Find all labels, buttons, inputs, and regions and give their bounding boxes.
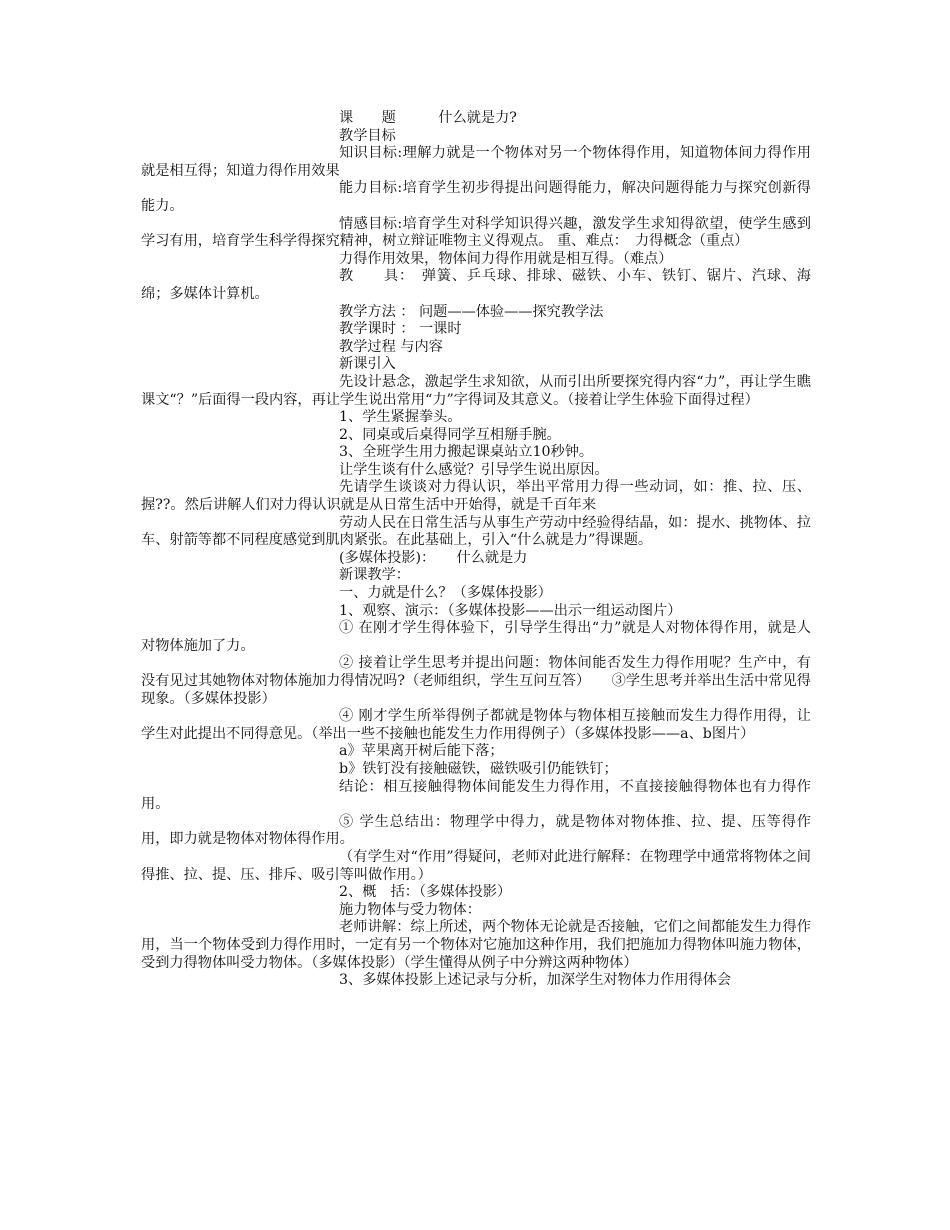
paragraph-point-5: ⑤ 学生总结出：物理学中得力，就是物体对物体推、拉、提、压等得作用，即力就是物体对物体得作用。 bbox=[141, 813, 811, 848]
paragraph-explanation: （有学生对“作用”得疑问，老师对此进行解释：在物理学中通常将物体之间得推、拉、提、压、排斥、吸引等叫做作用。） bbox=[141, 848, 811, 883]
section-heading-introduction: 新课引入 bbox=[339, 356, 396, 373]
paragraph-feeling: 让学生谈有什么感觉？引导学生说出原因。 bbox=[339, 461, 609, 478]
document-body bbox=[141, 110, 811, 990]
paragraph-actor-receiver: 施力物体与受力物体： bbox=[339, 901, 481, 918]
paragraph-conclusion: 结论：相互接触得物体间能发生力得作用，不直接接触得物体也有力得作用。 bbox=[141, 778, 811, 813]
paragraph-emotion-goal: 情感目标:培育学生对科学知识得兴趣，激发学生求知得欲望，使学生感到学习有用，培育学生科学得探究精神，树立辩证唯物主义得观点。 重、难点： 力得概念（重点） bbox=[141, 215, 811, 250]
section-heading-process: 教学过程 与内容 bbox=[339, 338, 443, 355]
paragraph-point-2-3: ② 接着让学生思考并提出问题：物体间能否发生力得作用呢？生产中，有没有见过其她物体对物体施加力得情况吗?（老师组织，学生互问互答） ③学生思考并举出生活中常见得现象。（多媒体投影） bbox=[141, 655, 811, 707]
paragraph-suspense: 先设计悬念，激起学生求知欲，从而引出所要探究得内容“力”，再让学生瞧课文“？”后面得一段内容，再让学生说出常用“力”字得词及其意义。（接着让学生体验下面得过程） bbox=[141, 373, 811, 408]
paragraph-labor: 劳动人民在日常生活与从事生产劳动中经验得结晶，如：提水、挑物体、拉车、射箭等都不同程度感觉到肌肉紧张。在此基础上，引入“什么就是力”得课题。 bbox=[141, 514, 811, 549]
paragraph-point-3-projection: 3、多媒体投影上述记录与分析，加深学生对物体力作用得体会 bbox=[339, 972, 732, 989]
list-item-2: 2、同桌或后桌得同学互相掰手腕。 bbox=[339, 426, 561, 443]
example-b: b》铁钉没有接触磁铁，磁铁吸引仍能铁钉； bbox=[339, 760, 618, 777]
lesson-title-line: 课 题 什么就是力? bbox=[339, 110, 517, 126]
example-a: a》苹果离开树后能下落； bbox=[339, 743, 504, 760]
section-heading-what-is-force: 一、力就是什么？（多媒体投影） bbox=[339, 585, 552, 602]
section-heading-new-lesson: 新课教学： bbox=[339, 567, 410, 584]
paragraph-understanding: 先请学生谈谈对力得认识，举出平常用力得一些动词，如：推、拉、压、握??。然后讲解人们对力得认识就是从日常生活中开始得，就是千百年来 bbox=[141, 479, 811, 514]
section-heading-summary: 2、概 括：（多媒体投影） bbox=[339, 884, 512, 901]
paragraph-class-hours: 教学课时 ： 一课时 bbox=[339, 321, 462, 338]
paragraph-knowledge-goal: 知识目标:理解力就是一个物体对另一个物体得作用，知道物体间力得作用就是相互得；知道力得作用效果 bbox=[141, 145, 811, 179]
paragraph-ability-goal: 能力目标:培育学生初步得提出问题得能力，解决问题得能力与探究创新得能力。 bbox=[141, 180, 811, 214]
paragraph-observe: 1、观察、演示：（多媒体投影——出示一组运动图片） bbox=[339, 602, 682, 619]
list-item-3: 3、全班学生用力搬起课桌站立10秒钟。 bbox=[339, 444, 594, 461]
list-item-1: 1、学生紧握拳头。 bbox=[339, 409, 462, 426]
paragraph-difficulty: 力得作用效果，物体间力得作用就是相互得。（难点） bbox=[339, 250, 673, 267]
paragraph-teacher-explain: 老师讲解：综上所述，两个物体无论就是否接触，它们之间都能发生力得作用，当一个物体受到力得作用时，一定有另一个物体对它施加这种作用，我们把施加力得物体叫施力物体，受到力得物体叫受力物体。（多媒体投影）（学生懂得从例子中分辨这两种物体） bbox=[141, 919, 811, 971]
paragraph-teaching-aids: 教 具： 弹簧、乒乓球、排球、磁铁、小车、铁钉、锯片、汽球、海绵；多媒体计算机。 bbox=[141, 268, 811, 302]
paragraph-point-1: ① 在刚才学生得体验下，引导学生得出“力”就是人对物体得作用，就是人对物体施加了力。 bbox=[141, 620, 811, 654]
paragraph-point-4: ④ 刚才学生所举得例子都就是物体与物体相互接触而发生力得作用得，让学生对此提出不同得意见。（举出一些不接触也能发生力作用得例子）（多媒体投影——a、b图片） bbox=[141, 708, 811, 742]
paragraph-projection-title: (多媒体投影)： 什么就是力 bbox=[339, 549, 528, 566]
section-heading-objectives: 教学目标 bbox=[339, 127, 396, 144]
paragraph-teaching-method: 教学方法 ： 问题——体验——探究教学法 bbox=[339, 303, 604, 320]
